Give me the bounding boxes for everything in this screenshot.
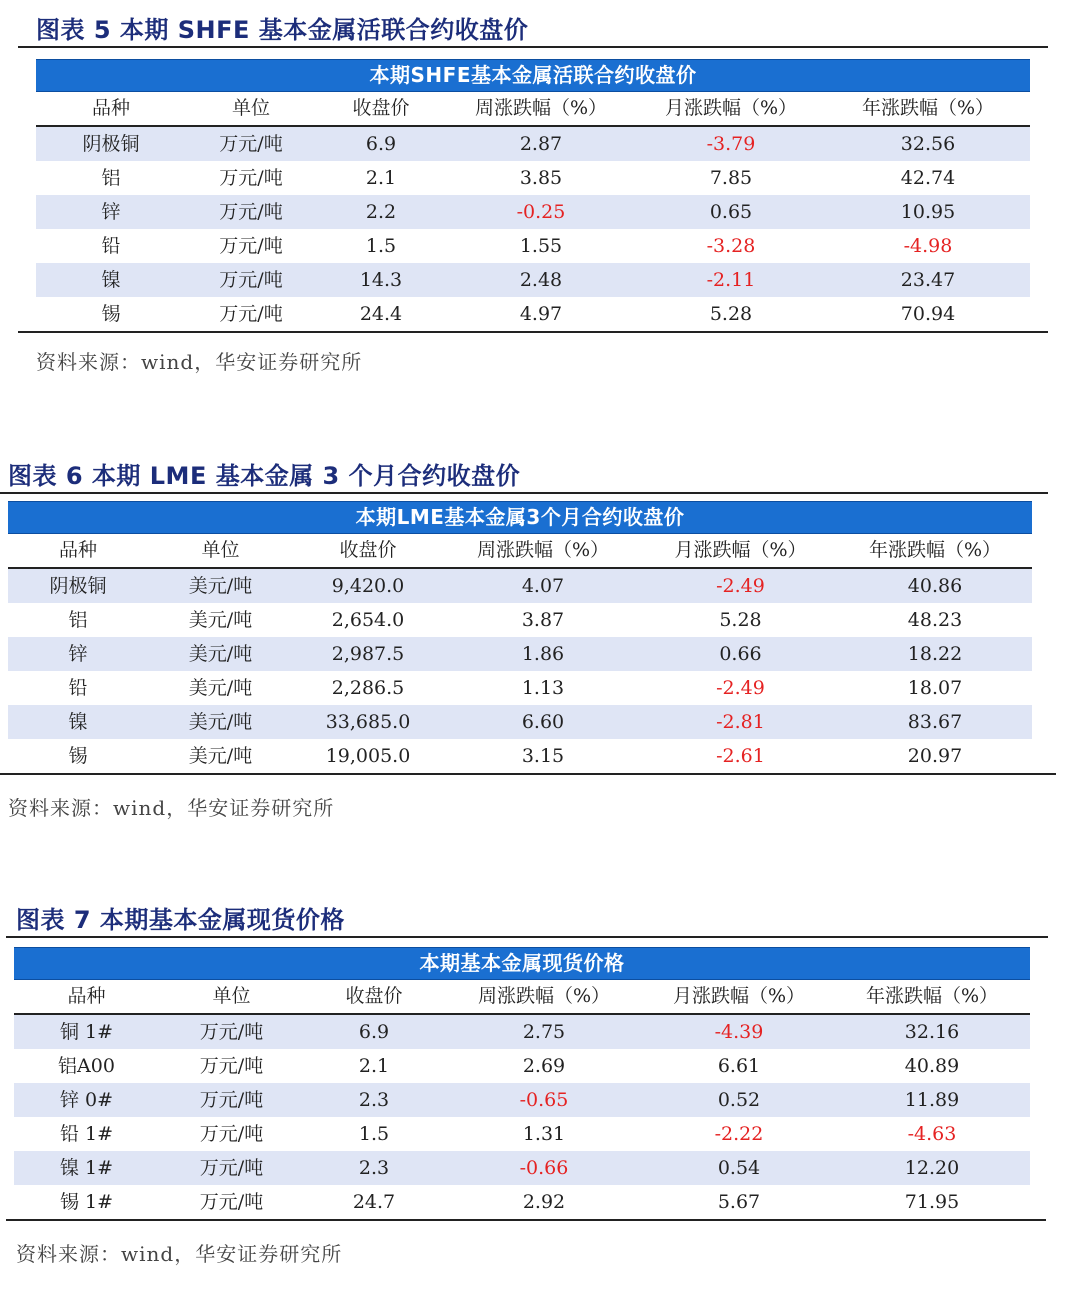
column-header: 收盘价 [339,539,397,561]
table-cell: 20.97 [907,745,963,767]
table-cell: 2.3 [358,1089,390,1111]
table-cell: 10.95 [900,201,956,223]
table-cell: -2.61 [716,745,765,767]
table-row [14,1015,1030,1049]
table-row [36,127,1030,161]
table-row [8,569,1032,603]
table-row [36,229,1030,263]
table-cell: 5.67 [717,1191,761,1213]
table-cell: 12.20 [904,1157,960,1179]
table-cell: 0.65 [709,201,753,223]
column-header: 年涨跌幅（%） [865,985,999,1007]
table-bottom-rule [0,773,1056,775]
table-cell: 1.55 [519,235,563,257]
table-cell: 11.89 [904,1089,960,1111]
figure-title: 图表 7 本期基本金属现货价格 [16,906,345,934]
table-cell: 美元/吨 [188,575,253,597]
table-row [36,195,1030,229]
table-row [14,1185,1030,1219]
table-cell: 1.31 [522,1123,566,1145]
table-bottom-rule [18,331,1048,333]
table-row [36,297,1030,331]
table-cell: 万元/吨 [219,201,283,223]
table-cell: 19,005.0 [325,745,411,767]
figure-title: 图表 6 本期 LME 基本金属 3 个月合约收盘价 [8,462,521,490]
source-note: 资料来源：wind，华安证券研究所 [8,796,335,820]
table-row [14,1049,1030,1083]
table-cell: 锌 0# [59,1089,114,1111]
column-header: 周涨跌幅（%） [477,985,611,1007]
table-cell: 铅 [68,677,88,699]
column-header: 月涨跌幅（%） [664,97,798,119]
table-cell: 9,420.0 [331,575,405,597]
table-row [14,1083,1030,1117]
table-cell: 镍 [68,711,88,733]
table-cell: 6.60 [521,711,565,733]
table-cell: 铝A00 [58,1055,115,1077]
column-header: 收盘价 [345,985,403,1007]
price-table [14,947,1030,1221]
table-cell: 万元/吨 [219,235,283,257]
table-cell: 锌 [68,643,88,665]
table-cell: 3.87 [521,609,565,631]
source-note: 资料来源：wind，华安证券研究所 [36,350,363,374]
table-cell: 0.54 [717,1157,761,1179]
table-cell: 2.3 [358,1157,390,1179]
table-cell: 1.5 [365,235,397,257]
price-table [36,59,1030,333]
column-header: 单位 [201,539,240,561]
table-cell: 美元/吨 [188,609,253,631]
table-cell: 2,654.0 [331,609,405,631]
table-header-row [36,92,1030,127]
column-header: 年涨跌幅（%） [868,539,1002,561]
table-cell: 2,987.5 [331,643,405,665]
table-cell: 万元/吨 [199,1123,264,1145]
column-header: 品种 [58,539,97,561]
table-cell: 万元/吨 [199,1021,264,1043]
column-header: 品种 [91,97,130,119]
table-cell: 40.89 [904,1055,960,1077]
table-cell: 32.56 [900,133,956,155]
table-cell: 5.28 [709,303,753,325]
table-header-row [14,980,1030,1015]
table-cell: 4.07 [521,575,565,597]
table-cell: 40.86 [907,575,963,597]
table-cell: 铝 [68,609,88,631]
table-cell: 2.75 [522,1021,566,1043]
title-rule [6,936,1048,938]
table-row [8,603,1032,637]
table-cell: 42.74 [900,167,956,189]
table-cell: 万元/吨 [199,1089,264,1111]
table-cell: 万元/吨 [219,133,283,155]
table-banner: 本期基本金属现货价格 [14,947,1030,980]
table-cell: 83.67 [907,711,963,733]
table-cell: 铜 1# [59,1021,114,1043]
table-cell: 33,685.0 [325,711,411,733]
table-cell: 2.1 [365,167,397,189]
table-cell: 美元/吨 [188,711,253,733]
table-cell: 万元/吨 [219,269,283,291]
table-cell: 1.13 [521,677,565,699]
table-cell: 4.97 [519,303,563,325]
table-cell: 3.15 [521,745,565,767]
table-cell: 2.69 [522,1055,566,1077]
table-cell: 23.47 [900,269,956,291]
table-cell: 万元/吨 [199,1157,264,1179]
table-body [36,127,1030,331]
table-header-row [8,534,1032,569]
table-body [14,1015,1030,1219]
table-cell: 6.9 [365,133,397,155]
table-cell: 2.48 [519,269,563,291]
table-cell: 铝 [101,167,121,189]
column-header: 月涨跌幅（%） [672,985,806,1007]
table-row [14,1151,1030,1185]
table-bottom-rule [6,1219,1046,1221]
table-cell: 万元/吨 [199,1055,264,1077]
table-cell: 锌 [101,201,121,223]
table-cell: -0.25 [516,201,566,223]
column-header: 品种 [67,985,106,1007]
table-cell: 0.66 [719,643,762,665]
column-header: 周涨跌幅（%） [474,97,608,119]
table-banner: 本期LME基本金属3个月合约收盘价 [8,501,1032,534]
title-rule [0,492,1048,494]
table-cell: 2.2 [365,201,397,223]
table-cell: 2,286.5 [331,677,405,699]
table-row [8,637,1032,671]
table-cell: 32.16 [904,1021,960,1043]
table-cell: -0.66 [519,1157,569,1179]
table-row [8,739,1032,773]
table-cell: -2.49 [716,575,765,597]
column-header: 单位 [212,985,251,1007]
source-note: 资料来源：wind，华安证券研究所 [16,1242,343,1266]
table-cell: 锡 [101,303,121,325]
table-cell: 阴极铜 [49,575,107,597]
table-cell: -4.39 [714,1021,764,1043]
table-cell: 7.85 [709,167,753,189]
table-cell: 美元/吨 [188,745,253,767]
table-cell: 6.61 [717,1055,761,1077]
table-cell: -2.49 [716,677,765,699]
table-cell: -4.63 [907,1123,957,1145]
table-cell: 1.86 [521,643,565,665]
table-cell: -4.98 [903,235,953,257]
table-cell: 1.5 [358,1123,390,1145]
table-cell: 18.07 [907,677,963,699]
column-header: 月涨跌幅（%） [674,539,807,561]
table-cell: -2.81 [716,711,765,733]
table-cell: 3.85 [519,167,563,189]
table-cell: 70.94 [900,303,956,325]
table-cell: 万元/吨 [219,303,283,325]
table-cell: 24.7 [352,1191,396,1213]
table-row [14,1117,1030,1151]
table-cell: 18.22 [907,643,963,665]
column-header: 单位 [231,97,270,119]
table-cell: 2.87 [519,133,563,155]
table-cell: 美元/吨 [188,643,253,665]
table-cell: 镍 1# [59,1157,114,1179]
column-header: 收盘价 [352,97,410,119]
table-cell: -2.22 [714,1123,764,1145]
table-cell: 0.52 [717,1089,761,1111]
table-body [8,569,1032,773]
table-cell: -2.11 [706,269,756,291]
table-cell: 锡 1# [59,1191,114,1213]
table-cell: 5.28 [719,609,762,631]
table-cell: 铅 1# [59,1123,114,1145]
table-cell: 美元/吨 [188,677,253,699]
table-cell: 24.4 [359,303,403,325]
table-banner: 本期SHFE基本金属活联合约收盘价 [36,59,1030,92]
table-cell: 阴极铜 [82,133,140,155]
table-cell: 48.23 [907,609,963,631]
table-cell: 2.1 [358,1055,390,1077]
title-rule [18,46,1048,48]
table-row [36,263,1030,297]
figure-title: 图表 5 本期 SHFE 基本金属活联合约收盘价 [36,16,529,44]
table-cell: 镍 [101,269,121,291]
table-cell: 71.95 [904,1191,960,1213]
table-cell: -3.28 [706,235,756,257]
table-cell: 6.9 [358,1021,390,1043]
table-cell: 铅 [101,235,121,257]
table-cell: 锡 [68,745,88,767]
table-cell: 万元/吨 [199,1191,264,1213]
table-row [8,671,1032,705]
price-table [8,501,1032,775]
column-header: 周涨跌幅（%） [476,539,610,561]
table-row [36,161,1030,195]
column-header: 年涨跌幅（%） [861,97,995,119]
table-row [8,705,1032,739]
table-cell: 万元/吨 [219,167,283,189]
table-cell: -3.79 [706,133,756,155]
table-cell: 14.3 [359,269,403,291]
table-cell: -0.65 [519,1089,569,1111]
table-cell: 2.92 [522,1191,566,1213]
